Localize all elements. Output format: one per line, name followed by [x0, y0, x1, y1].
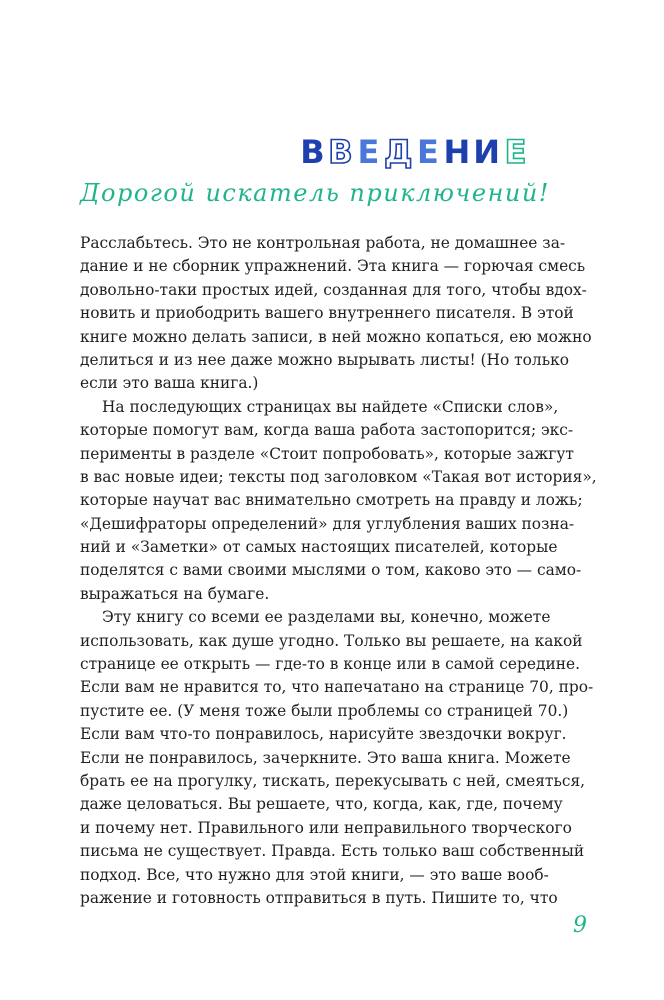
text-line: выражаться на бумаге. [80, 584, 270, 603]
heading-letter: И [473, 133, 500, 172]
heading-letter: Е [504, 133, 527, 172]
greeting-line: Дорогой искатель приключений! [80, 179, 550, 207]
text-line: На последующих страницах вы найдете «Списки слов», [102, 397, 559, 416]
text-line: книге можно делать записи, в ней можно копаться, ею можно [80, 327, 592, 346]
heading-letter: Е [357, 133, 380, 172]
text-line: перименты в разделе «Стоит попробовать», которые зажгут [80, 444, 574, 463]
text-line: Эту книгу со всеми ее разделами вы, конечно, можете [102, 608, 551, 627]
text-line: дание и не сборник упражнений. Эта книга — горючая смесь [80, 257, 586, 276]
text-line: Если вам что-то понравилось, нарисуйте звездочки вокруг. [80, 725, 567, 744]
text-line: даже целоваться. Вы решаете, что, когда, как, где, почему [80, 795, 563, 814]
text-line: довольно-таки простых идей, созданная для того, чтобы вдох- [80, 280, 587, 299]
text-line: Если вам не нравится то, что напечатано на странице 70, про- [80, 678, 594, 697]
page-number: 9 [573, 913, 587, 938]
text-line: брать ее на прогулку, тискать, перекусывать с ней, смеяться, [80, 771, 586, 790]
text-line: письма не существует. Правда. Есть только ваш собственный [80, 842, 585, 861]
text-line: использовать, как душе угодно. Только вы решаете, на какой [80, 631, 583, 650]
chapter-heading [300, 134, 528, 170]
text-line: которые научат вас внимательно смотреть на правду и ложь; [80, 491, 583, 510]
text-line: ний и «Заметки» от самых настоящих писателей, которые [80, 538, 558, 557]
text-line: ражение и готовность отправиться в путь. Пишите то, что [80, 888, 558, 907]
text-line: которые помогут вам, когда ваша работа застопорится; экс- [80, 421, 574, 440]
heading-letter: В [300, 133, 325, 172]
body-text [80, 232, 597, 910]
text-line: «Дешифраторы определений» для углубления ваших позна- [80, 514, 575, 533]
paragraph [80, 232, 592, 396]
heading-letter: Н [443, 133, 471, 172]
text-line: подход. Все, что нужно для этой книги, — это ваше вооб- [80, 865, 549, 884]
heading-letter: Е [417, 133, 439, 172]
heading-letter: Д [383, 133, 413, 172]
text-line: Если не понравилось, зачеркните. Это ваша книга. Можете [80, 748, 571, 767]
text-line: делиться и из нее даже можно вырывать листы! (Но только [80, 350, 569, 369]
paragraph [80, 396, 597, 607]
text-line: если это ваша книга.) [80, 374, 259, 393]
heading-letter: В [328, 133, 353, 172]
text-line: в вас новые идеи; тексты под заголовком «Такая вот история», [80, 467, 597, 486]
text-line: Расслабьтесь. Это не контрольная работа, не домашнее за- [80, 234, 566, 252]
paragraph [80, 606, 594, 910]
text-line: странице ее открыть — где-то в конце или в самой середине. [80, 655, 580, 674]
text-line: поделятся с вами своими мыслями о том, каково это — само- [80, 561, 582, 580]
text-line: пустите ее. (У меня тоже были проблемы со страницей 70.) [80, 701, 569, 720]
text-line: и почему нет. Правильного или неправильного творческого [80, 818, 572, 837]
text-line: новить и приободрить вашего внутреннего писателя. В этой [80, 304, 574, 323]
